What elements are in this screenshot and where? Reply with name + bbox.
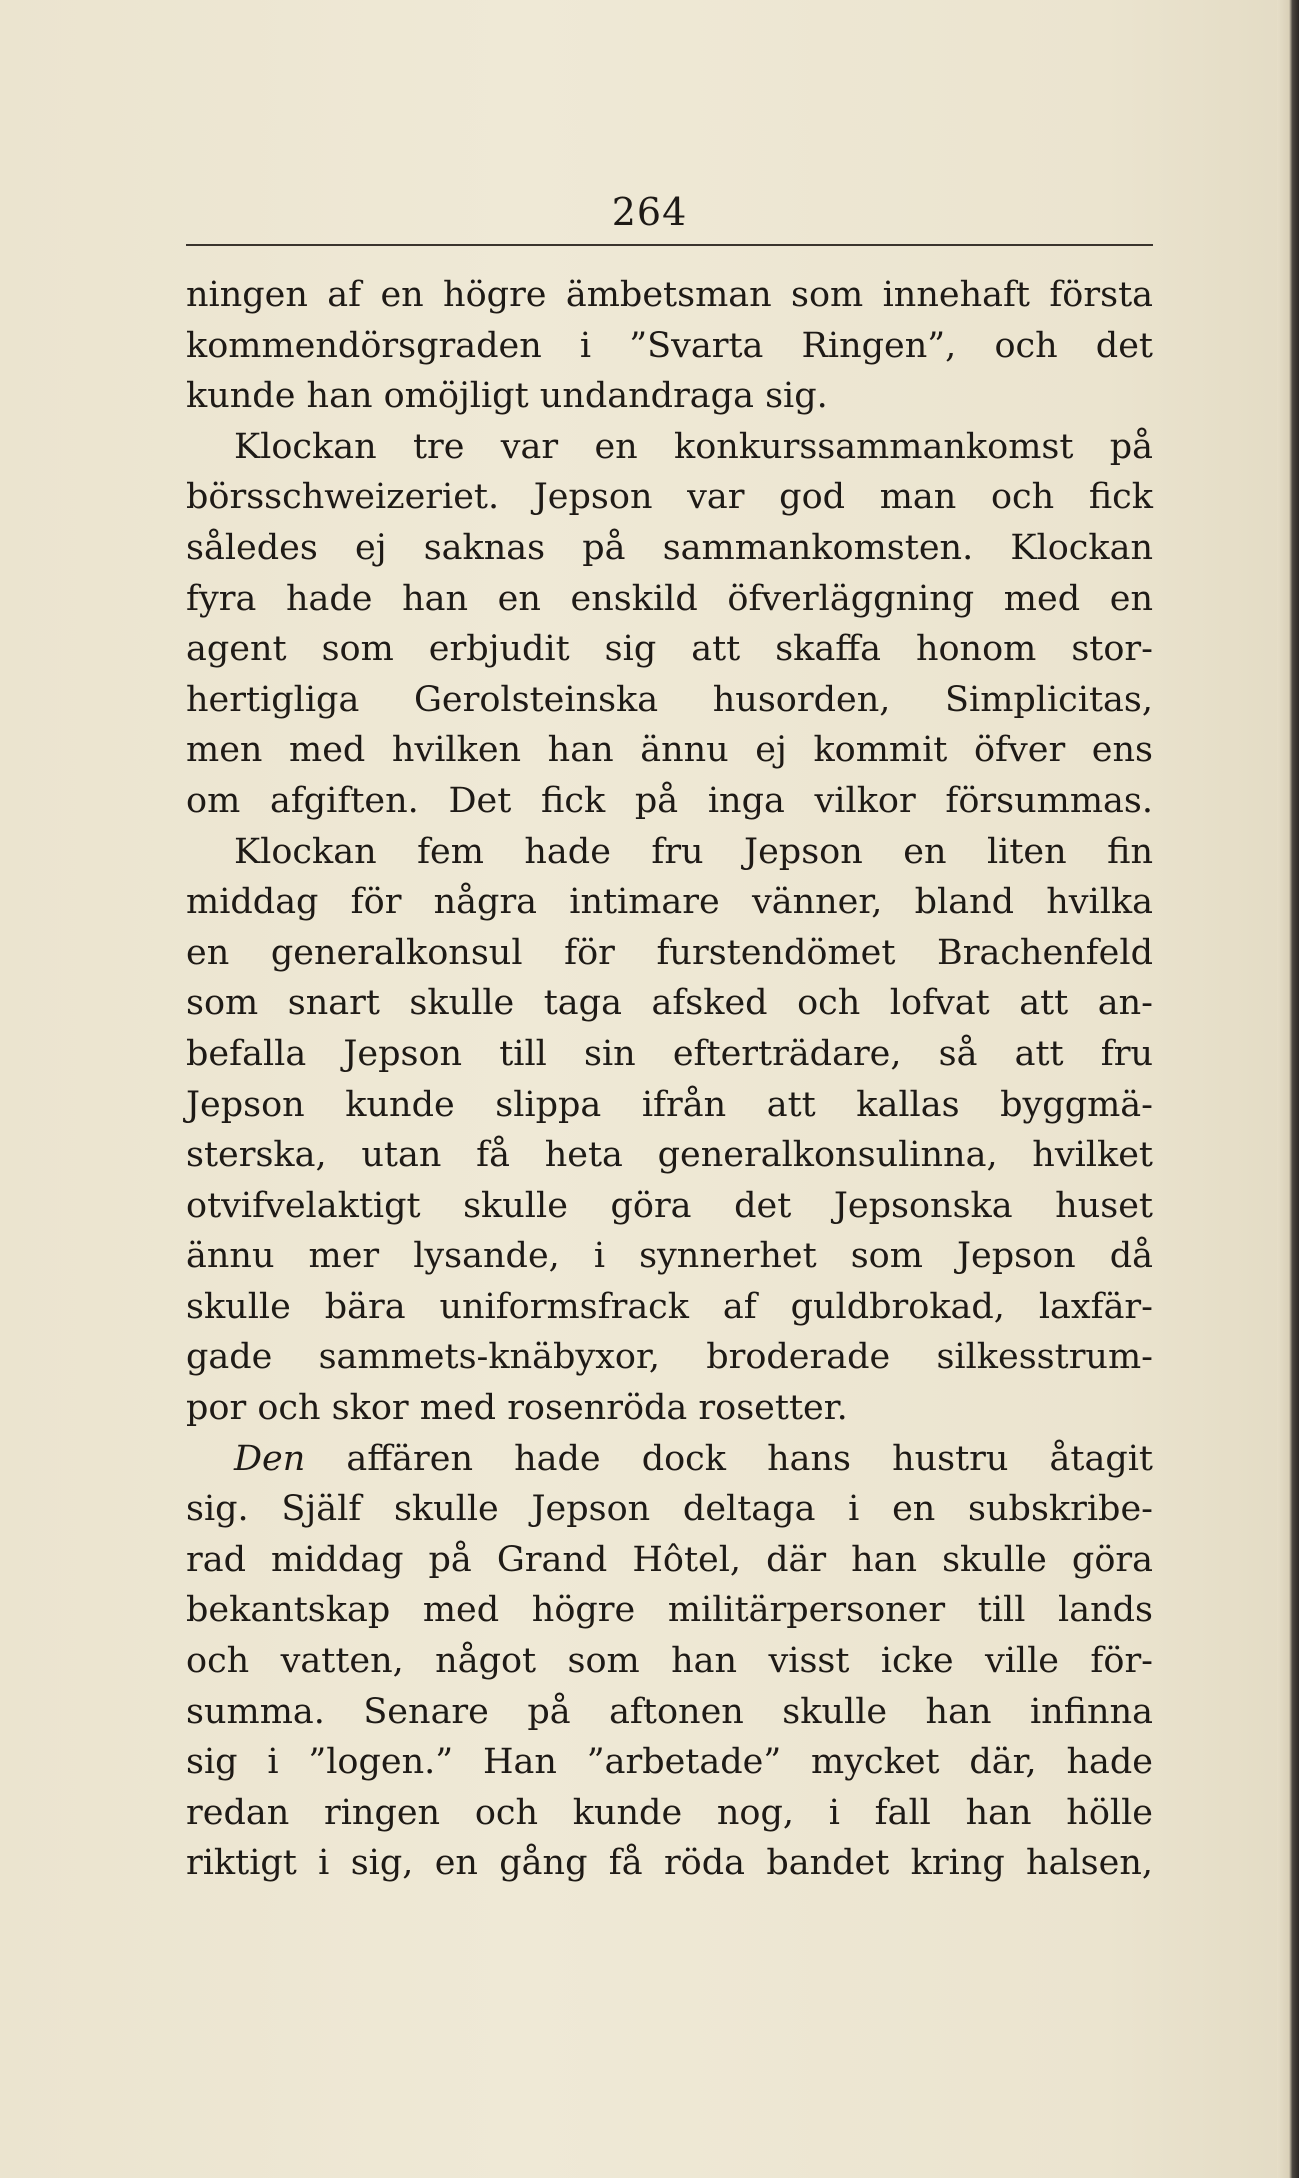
text-line: börsschweizeriet. Jepson var god man och fick <box>186 477 1153 518</box>
text-line: rad middag på Grand Hôtel, där han skulle göra <box>186 1539 1153 1580</box>
text-line: por och skor med rosenröda rosetter. <box>186 1388 848 1429</box>
page-edge-shadow <box>1277 0 1299 2178</box>
text-line: kunde han omöjligt undandraga sig. <box>186 376 828 417</box>
text-line: Jepson kunde slippa ifrån att kallas byggmä- <box>186 1084 1153 1125</box>
body-text <box>186 270 1153 1889</box>
text-line: ännu mer lysande, i synnerhet som Jepson då <box>186 1236 1153 1277</box>
text-line: om afgiften. Det fick på inga vilkor försummas. <box>186 780 1153 821</box>
text-line: sig. Själf skulle Jepson deltaga i en subskribe- <box>186 1489 1153 1530</box>
text-line: otvifvelaktigt skulle göra det Jepsonska huset <box>186 1185 1153 1226</box>
text-line: men med hvilken han ännu ej kommit öfver ens <box>186 730 1153 771</box>
text-line: och vatten, något som han visst icke ville för- <box>186 1641 1153 1682</box>
paragraph-start-line: Klockan fem hade fru Jepson en liten fin <box>234 831 1153 872</box>
text-line: gade sammets-knäbyxor, broderade silkesstrum- <box>186 1337 1153 1378</box>
text-line: riktigt i sig, en gång få röda bandet kring halsen, <box>186 1843 1153 1884</box>
text-line: befalla Jepson till sin efterträdare, så att fru <box>186 1033 1153 1074</box>
text-line: som snart skulle taga afsked och lofvat att an- <box>186 983 1153 1024</box>
text-line: summa. Senare på aftonen skulle han infinna <box>186 1691 1153 1732</box>
text-line: således ej saknas på sammankomsten. Klockan <box>186 527 1153 568</box>
text-line: ningen af en högre ämbetsman som innehaft första <box>186 275 1153 315</box>
text-line: sterska, utan få heta generalkonsulinna, hvilket <box>186 1135 1153 1176</box>
text-line: hertigliga Gerolsteinska husorden, Simplicitas, <box>186 679 1153 720</box>
text-line: kommendörsgraden i ”Svarta Ringen”, och det <box>186 325 1153 366</box>
text-line: fyra hade han en enskild öfverläggning med en <box>186 578 1153 619</box>
text-line: agent som erbjudit sig att skaffa honom stor- <box>186 629 1153 670</box>
text-line: bekantskap med högre militärpersoner till lands <box>186 1590 1153 1631</box>
paragraph-start-line: Klockan tre var en konkurssammankomst på <box>234 426 1153 467</box>
text-line: middag för några intimare vänner, bland hvilka <box>186 882 1153 923</box>
header-rule <box>186 244 1153 246</box>
text-line: skulle bära uniformsfrack af guldbrokad, laxfär- <box>186 1286 1153 1327</box>
text-line: sig i ”logen.” Han ”arbetade” mycket där, hade <box>186 1742 1153 1783</box>
text-line: en generalkonsul för furstendömet Brachenfeld <box>186 932 1153 973</box>
italic-word: Den <box>234 1438 306 1479</box>
text-line: redan ringen och kunde nog, i fall han hölle <box>186 1792 1153 1833</box>
paragraph-start-line: Den affären hade dock hans hustru åtagit <box>234 1438 1153 1479</box>
page-number: 264 <box>611 190 688 234</box>
